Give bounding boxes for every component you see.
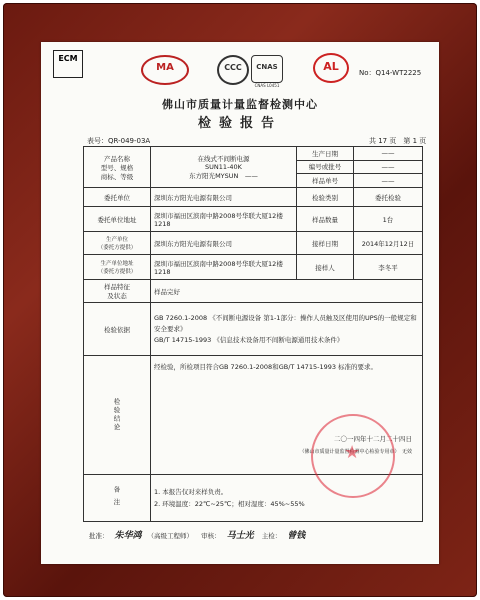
- conclusion-label: 检验结论: [84, 356, 151, 475]
- form-number: 表号：QR-049-03A: [87, 137, 151, 145]
- sample-no-label: 样品单号: [297, 174, 354, 188]
- table-row: [84, 147, 423, 161]
- ma-logo-icon: MA: [141, 55, 189, 85]
- table-row: [84, 280, 423, 303]
- conclusion-text: 经检验，所检项目符合GB 7260.1-2008和GB/T 14715-1993 标准的要求。: [154, 363, 378, 371]
- recv-date-label: 接样日期: [297, 232, 354, 255]
- notes-label: 备注: [84, 475, 151, 522]
- basis-value: GB 7260.1-2008 《不间断电源设备 第1-1部分：操作人员触及区使用的UPS的一般规定和安全要求》 GB/T 14715-1993 《信息技术设备用不间断电源通用技术条件》: [151, 303, 423, 356]
- table-row: [84, 232, 423, 255]
- plaque-frame: [3, 3, 477, 597]
- note-1: 1. 本报告仅对来样负责。: [154, 488, 228, 496]
- review-label: 审核：: [201, 532, 221, 540]
- receiver-value: 李冬平: [354, 255, 423, 280]
- certificate-paper: [41, 42, 439, 564]
- maker-addr-value: 深圳市福田区滨南中路2008号华联大厦12楼1218: [151, 255, 297, 280]
- main-label: 主检：: [261, 532, 282, 540]
- product-value: 在线式不间断电源 SUN11-40K 东方阳光MYSUN ——: [151, 147, 297, 188]
- official-seal-stamp: [311, 414, 395, 498]
- maker-addr-label: 生产单位地址 （委托方提供）: [84, 255, 151, 280]
- prod-date-value: ——: [354, 147, 423, 161]
- ecm-logo-icon: ECM: [53, 50, 83, 78]
- approve-title: （高级工程师）: [147, 532, 194, 540]
- recv-date-value: 2014年12月12日: [354, 232, 423, 255]
- maker-value: 深圳东方阳光电源有限公司: [151, 232, 297, 255]
- cnas-logo-icon: CNAS: [251, 55, 283, 83]
- main-signature: 曾钱: [287, 531, 306, 541]
- approve-label: 批准：: [89, 532, 109, 540]
- ccc-logo-icon: CCC: [217, 55, 249, 85]
- serial-value: ——: [354, 160, 423, 174]
- review-signature: 马士光: [226, 531, 254, 541]
- document-number: No：Q14-WT2225: [359, 69, 422, 77]
- cnas-logo-caption: CNAS L0451: [254, 83, 280, 88]
- sample-state-label: 样品特征 及状态: [84, 280, 151, 303]
- header-logos: [41, 42, 439, 92]
- conclusion-seal-text: （佛山市质量计量监督检测中心检验专用章） 无效: [299, 449, 412, 455]
- client-label: 委托单位: [84, 188, 151, 207]
- check-type-label: 检验类别: [297, 188, 354, 207]
- sample-qty-label: 样品数量: [297, 207, 354, 232]
- al-logo-icon: AL: [313, 53, 349, 83]
- table-row: [84, 207, 423, 232]
- report-title: 检验报告: [197, 116, 282, 131]
- client-addr-value: 深圳市福田区滨南中路2008号华联大厦12楼1218: [151, 207, 297, 232]
- receiver-label: 接样人: [297, 255, 354, 280]
- client-addr-label: 委托单位地址: [84, 207, 151, 232]
- serial-label: 编号或批号: [297, 160, 354, 174]
- basis-label: 检验依据: [84, 303, 151, 356]
- conclusion-date: 二〇一四年十二月二十四日: [334, 435, 412, 443]
- check-type-value: 委托检验: [354, 188, 423, 207]
- table-row: [84, 188, 423, 207]
- table-row: [84, 303, 423, 356]
- prod-date-label: 生产日期: [297, 147, 354, 161]
- maker-label: 生产单位 （委托方提供）: [84, 232, 151, 255]
- client-value: 深圳东方阳光电源有限公司: [151, 188, 297, 207]
- note-2: 2. 环境温度：22℃~25℃；相对湿度：45%~55%: [154, 500, 305, 508]
- sample-qty-value: 1台: [354, 207, 423, 232]
- approve-signature: 朱华鸿: [114, 531, 142, 541]
- sample-no-value: ——: [354, 174, 423, 188]
- sample-state-value: 样品完好: [151, 280, 423, 303]
- table-row: [84, 255, 423, 280]
- organization-name: 佛山市质量计量监督检测中心: [162, 98, 318, 111]
- page-number: 共 17 页 第 1 页: [369, 137, 427, 145]
- signature-row: [89, 528, 429, 541]
- product-label: 产品名称 型号、规格 商标、等级: [84, 147, 151, 188]
